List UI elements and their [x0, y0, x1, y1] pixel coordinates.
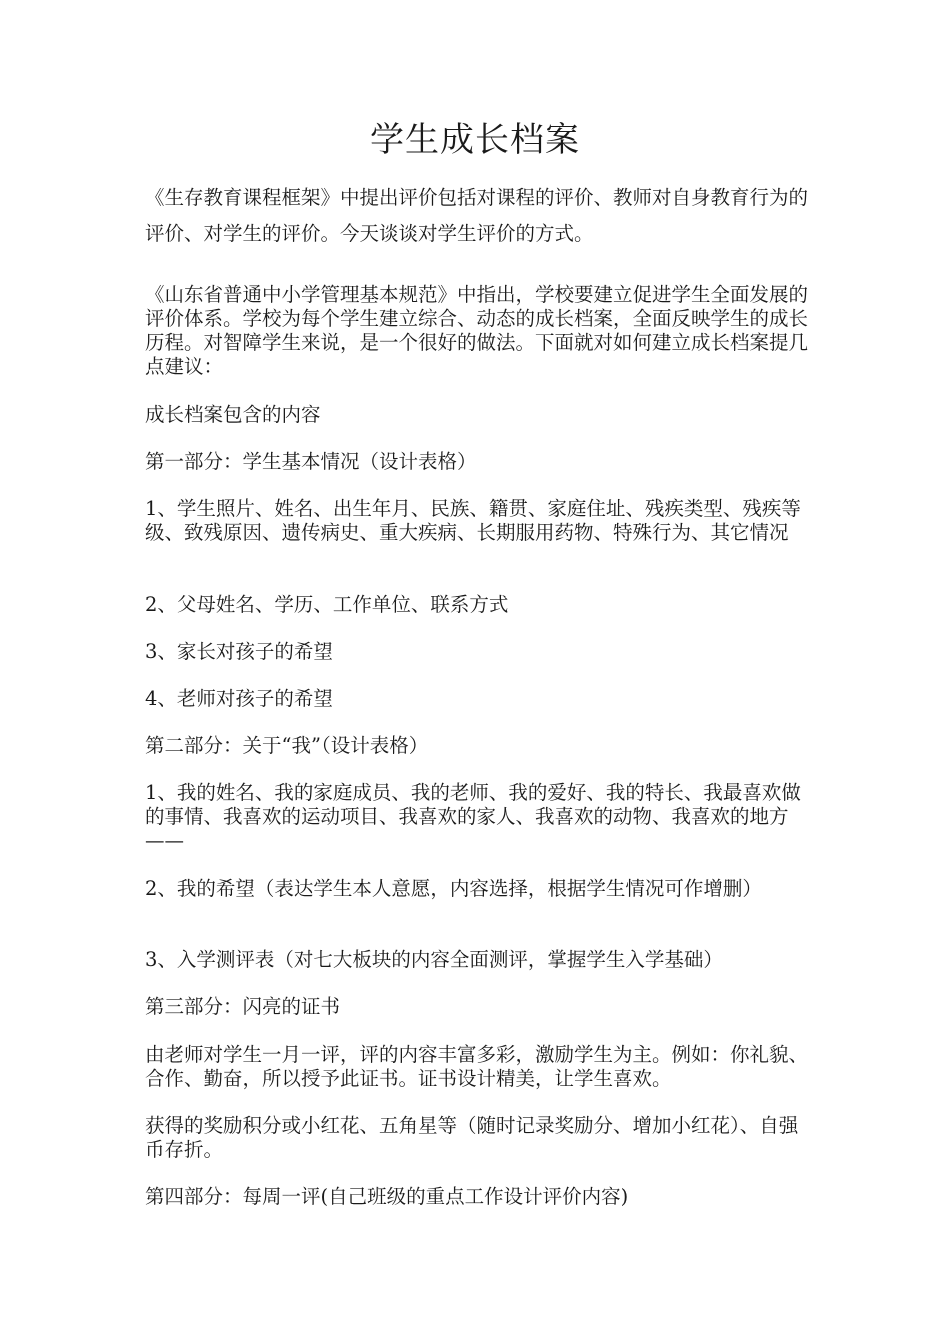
- part-two-heading: 第二部分：关于“我”（设计表格）: [145, 734, 429, 757]
- part-three-certificate-text: 由老师对学生一月一评，评的内容丰富多彩，激励学生为主。例如：你礼貌、合作、勤奋，所以授予此证书。证书设计精美，让学生喜欢。: [145, 1043, 809, 1090]
- section-heading-contents: 成长档案包含的内容: [145, 403, 321, 426]
- part-one-item-4: 4、老师对孩子的希望: [145, 687, 333, 710]
- part-one-item-1: 1、学生照片、姓名、出生年月、民族、籍贯、家庭住址、残疾类型、残疾等级、致残原因、遗传病史、重大疾病、长期服用药物、特殊行为、其它情况: [145, 497, 801, 544]
- part-two-item-2: 2、我的希望（表达学生本人意愿，内容选择，根据学生情况可作增删）: [145, 877, 762, 900]
- part-one-heading: 第一部分：学生基本情况（设计表格）: [145, 450, 477, 473]
- part-three-heading: 第三部分：闪亮的证书: [145, 995, 341, 1018]
- intro-paragraph: 《生存教育课程框架》中提出评价包括对课程的评价、教师对自身教育行为的评价、对学生的评价。今天谈谈对学生评价的方式。: [145, 186, 809, 245]
- part-four-heading: 第四部分：每周一评(自己班级的重点工作设计评价内容): [145, 1185, 629, 1208]
- part-one-item-3: 3、家长对孩子的希望: [145, 640, 333, 663]
- part-two-item-3: 3、入学测评表（对七大板块的内容全面测评，掌握学生入学基础）: [145, 948, 723, 971]
- paragraph-regulation: 《山东省普通中小学管理基本规范》中指出，学校要建立促进学生全面发展的评价体系。学校为每个学生建立综合、动态的成长档案，全面反映学生的成长历程。对智障学生来说，是一个很好的做法。下面就对如何建立成长档案提几点建议：: [145, 283, 809, 378]
- part-one-item-2: 2、父母姓名、学历、工作单位、联系方式: [145, 593, 509, 616]
- document-title: 学生成长档案: [370, 120, 580, 160]
- part-three-rewards-text: 获得的奖励积分或小红花、五角星等（随时记录奖励分、增加小红花）、自强币存折。: [145, 1114, 799, 1161]
- part-two-item-1: 1、我的姓名、我的家庭成员、我的老师、我的爱好、我的特长、我最喜欢做的事情、我喜欢的运动项目、我喜欢的家人、我喜欢的动物、我喜欢的地方——: [145, 781, 801, 852]
